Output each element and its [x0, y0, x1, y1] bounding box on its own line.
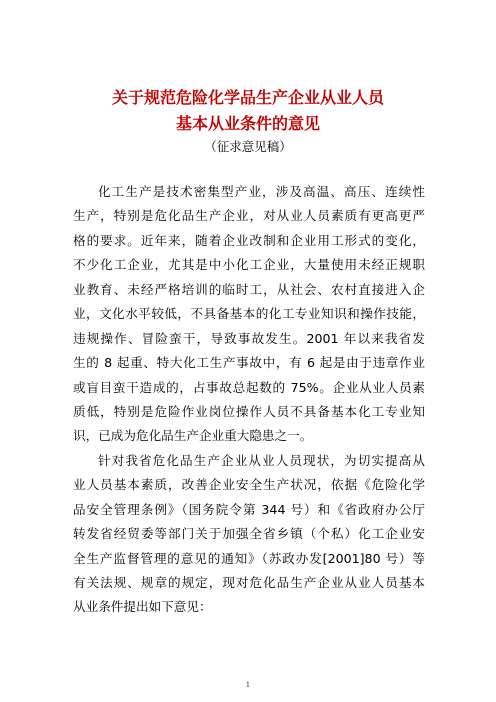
paragraph-line: 违规操作、冒险蛮干，导致事故发生。2001 年以来我省发	[73, 330, 425, 346]
paragraph-line: 不少化工企业，尤其是中小化工企业，大量使用未经正规职	[73, 257, 425, 273]
paragraph-line: 全生产监督管理的意见的通知》（苏政办发[2001]80 号）等	[73, 550, 425, 566]
page-number: 1	[245, 681, 251, 689]
paragraph-line: 或盲目蛮干造成的，占事故总起数的 75%。企业从业人员素	[73, 379, 425, 395]
paragraph-line: 业教育、未经严格培训的临时工，从社会、农村直接进入企	[73, 281, 425, 297]
paragraph-line: 有关法规、规章的规定，现对危化品生产企业从业人员基本	[73, 575, 425, 590]
paragraph-line: 针对我省危化品生产企业从业人员现状，为切实提高从	[98, 452, 425, 468]
document-subtitle: （征求意见稿）	[204, 139, 292, 154]
paragraph-line: 业人员基本素质，改善企业安全生产状况，依据《危险化学	[73, 477, 425, 493]
paragraph-line: 化工生产是技术密集型产业，涉及高温、高压、连续性	[98, 184, 425, 199]
paragraph	[73, 449, 425, 620]
paragraph-line: 生产，特别是危化品生产企业，对从业人员素质有更高更严	[73, 208, 425, 224]
paragraph-line: 识，已成为危化品生产企业重大隐患之一。	[73, 428, 313, 444]
paragraph	[73, 180, 425, 449]
paragraph-line: 格的要求。近年来，随着企业改制和企业用工形式的变化，	[73, 232, 425, 248]
document-body	[73, 180, 425, 620]
paragraph-line: 品安全管理条例》（国务院令第 344 号）和《省政府办公厅	[73, 501, 425, 517]
document-title-line-2: 基本从业条件的意见	[175, 114, 320, 133]
paragraph-line: 生的 8 起重、特大化工生产事故中，有 6 起是由于违章作业	[73, 355, 425, 371]
paragraph-line: 从业条件提出如下意见：	[73, 599, 212, 615]
paragraph-line: 业，文化水平较低，不具备基本的化工专业知识和操作技能，	[73, 306, 425, 322]
paragraph-line: 转发省经贸委等部门关于加强全省乡镇（个私）化工企业安	[73, 526, 425, 542]
document-title-line-1: 关于规范危险化学品生产企业从业人员	[111, 88, 384, 107]
paragraph-line: 质低，特别是危险作业岗位操作人员不具备基本化工专业知	[73, 403, 425, 419]
